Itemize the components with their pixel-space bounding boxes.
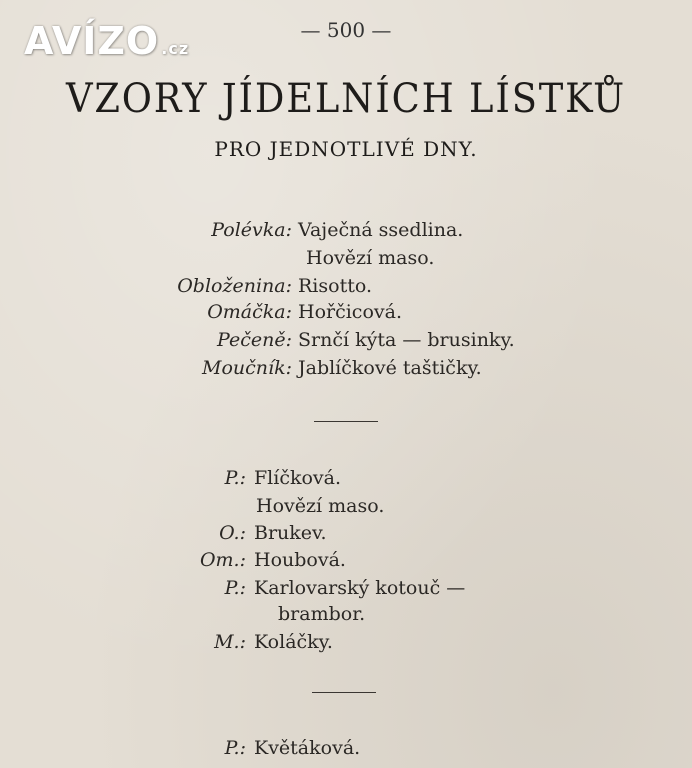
page-title: VZORY JÍDELNÍCH LÍSTKŮ bbox=[65, 76, 627, 122]
course-label: Pečeně: bbox=[217, 329, 292, 351]
course-value: Hovězí maso. bbox=[256, 495, 385, 517]
menu-row bbox=[0, 299, 692, 325]
section-divider bbox=[312, 692, 376, 693]
course-value: Hořčicová. bbox=[298, 301, 402, 323]
watermark-suffix: .cz bbox=[161, 39, 190, 58]
course-value: Flíčková. bbox=[254, 467, 342, 489]
page-number: — 500 — bbox=[300, 18, 392, 42]
course-value: Brukev. bbox=[254, 522, 327, 544]
course-label: O.: bbox=[219, 522, 246, 544]
course-label: M.: bbox=[214, 631, 246, 653]
course-value: Vaječná ssedlina. bbox=[298, 219, 464, 241]
course-value: Risotto. bbox=[298, 275, 372, 297]
course-label: P.: bbox=[224, 737, 246, 759]
course-value: Hovězí maso. bbox=[306, 247, 435, 269]
course-value: Jablíčkové taštičky. bbox=[298, 357, 482, 379]
page-subtitle: PRO JEDNOTLIVÉ DNY. bbox=[214, 137, 478, 161]
course-label: P.: bbox=[224, 577, 246, 599]
menu-row bbox=[0, 575, 692, 601]
menu-row bbox=[0, 629, 692, 655]
course-label: P.: bbox=[224, 467, 246, 489]
course-label: Obloženina: bbox=[177, 275, 292, 297]
course-label: Om.: bbox=[199, 549, 246, 571]
course-value: Květáková. bbox=[254, 737, 361, 759]
menu-row bbox=[0, 601, 692, 627]
menu-row bbox=[0, 465, 692, 491]
section-divider bbox=[314, 421, 378, 422]
watermark-brand: AVÍZO bbox=[24, 19, 160, 63]
course-label: Polévka: bbox=[211, 219, 292, 241]
menu-row bbox=[0, 355, 692, 381]
menu-row bbox=[0, 547, 692, 573]
menu-row bbox=[0, 273, 692, 299]
course-label: Omáčka: bbox=[207, 301, 292, 323]
course-value: brambor. bbox=[278, 603, 366, 625]
menu-row bbox=[0, 520, 692, 546]
course-value: Koláčky. bbox=[254, 631, 333, 653]
menu-row bbox=[0, 493, 692, 519]
course-label: Moučník: bbox=[202, 357, 292, 379]
menu-row bbox=[0, 735, 692, 761]
course-value: Srnčí kýta — brusinky. bbox=[298, 329, 515, 351]
course-value: Karlovarský kotouč — bbox=[254, 577, 466, 599]
menu-row bbox=[0, 217, 692, 243]
menu-row bbox=[0, 327, 692, 353]
menu-row bbox=[0, 245, 692, 271]
course-value: Houbová. bbox=[254, 549, 346, 571]
